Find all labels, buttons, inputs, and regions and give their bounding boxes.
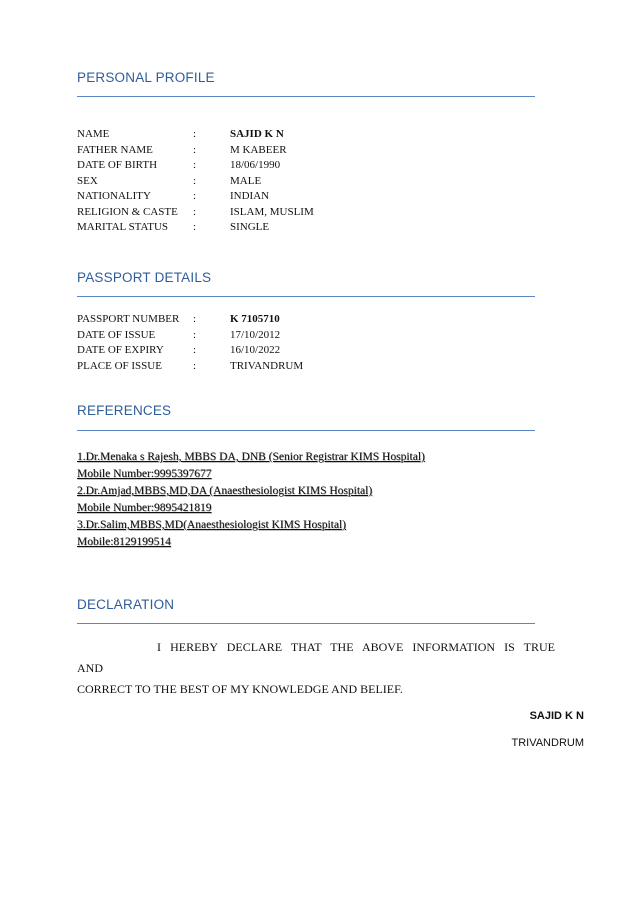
profile-row-father-name [77,143,314,159]
profile-row-religion-caste [77,205,314,221]
personal-profile-heading: PERSONAL PROFILE [77,70,215,85]
field-label: MARITAL STATUS [77,221,169,233]
reference-line: Mobile:8129199514 [77,536,171,548]
field-value: K 7105710 [230,313,280,325]
signature-place: TRIVANDRUM [511,737,584,749]
field-value: TRIVANDRUM [230,359,304,372]
declaration-divider [77,623,535,624]
field-label: PLACE OF ISSUE [77,359,162,372]
field-label: DATE OF ISSUE [77,328,156,341]
field-colon: : [193,128,197,140]
references-heading: REFERENCES [77,403,172,418]
signature-name: SAJID K N [529,710,584,722]
reference-line: Mobile Number:9895421819 [77,502,212,514]
field-colon: : [193,328,197,341]
field-colon: : [193,221,197,233]
declaration-line-1: I HEREBY DECLARE THAT THE ABOVE INFORMATION IS TRUE AND [77,640,555,675]
references-list [77,449,425,551]
reference-line: 2.Dr.Amjad,MBBS,MD,DA (Anaesthesiologist KIMS Hospital) [77,485,373,497]
passport-details-divider [77,296,535,297]
profile-row-sex [77,174,314,190]
field-value: M KABEER [230,143,287,156]
field-label: PASSPORT NUMBER [77,313,180,325]
field-value: SAJID K N [230,128,284,140]
profile-row-nationality [77,189,314,205]
field-label: FATHER NAME [77,143,153,156]
declaration-text [77,637,555,700]
field-colon: : [193,159,197,171]
field-colon: : [193,190,197,202]
personal-profile-table [77,127,314,236]
field-colon: : [193,313,197,325]
field-value: 18/06/1990 [230,159,281,171]
passport-details-heading: PASSPORT DETAILS [77,270,212,285]
field-value: ISLAM, MUSLIM [230,205,314,218]
references-divider [77,430,535,431]
field-label: SEX [77,174,98,187]
field-label: DATE OF BIRTH [77,159,158,171]
field-value: MALE [230,174,262,187]
passport-row-number [77,312,303,328]
reference-line: 1.Dr.Menaka s Rajesh, MBBS DA, DNB (Senior Registrar KIMS Hospital) [77,451,425,463]
field-colon: : [193,359,197,372]
field-colon: : [193,344,197,356]
passport-row-date-of-expiry [77,343,303,359]
passport-details-table [77,312,303,374]
declaration-heading: DECLARATION [77,597,175,612]
field-colon: : [193,143,197,156]
personal-profile-divider [77,96,535,97]
passport-row-date-of-issue [77,328,303,344]
field-label: RELIGION & CASTE [77,205,178,218]
field-colon: : [193,205,197,218]
declaration-line-2: CORRECT TO THE BEST OF MY KNOWLEDGE AND BELIEF. [77,682,403,696]
passport-row-place-of-issue [77,359,303,375]
profile-row-name [77,127,314,143]
field-label: DATE OF EXPIRY [77,344,164,356]
field-value: 16/10/2022 [230,344,281,356]
reference-line: 3.Dr.Salim,MBBS,MD(Anaesthesiologist KIMS Hospital) [77,519,346,531]
field-label: NATIONALITY [77,190,151,202]
field-label: NAME [77,128,110,140]
profile-row-marital-status [77,220,314,236]
field-value: 17/10/2012 [230,328,281,341]
field-value: INDIAN [230,190,270,202]
field-value: SINGLE [230,221,270,233]
field-colon: : [193,174,197,187]
reference-line: Mobile Number:9995397677 [77,468,212,480]
profile-row-date-of-birth [77,158,314,174]
